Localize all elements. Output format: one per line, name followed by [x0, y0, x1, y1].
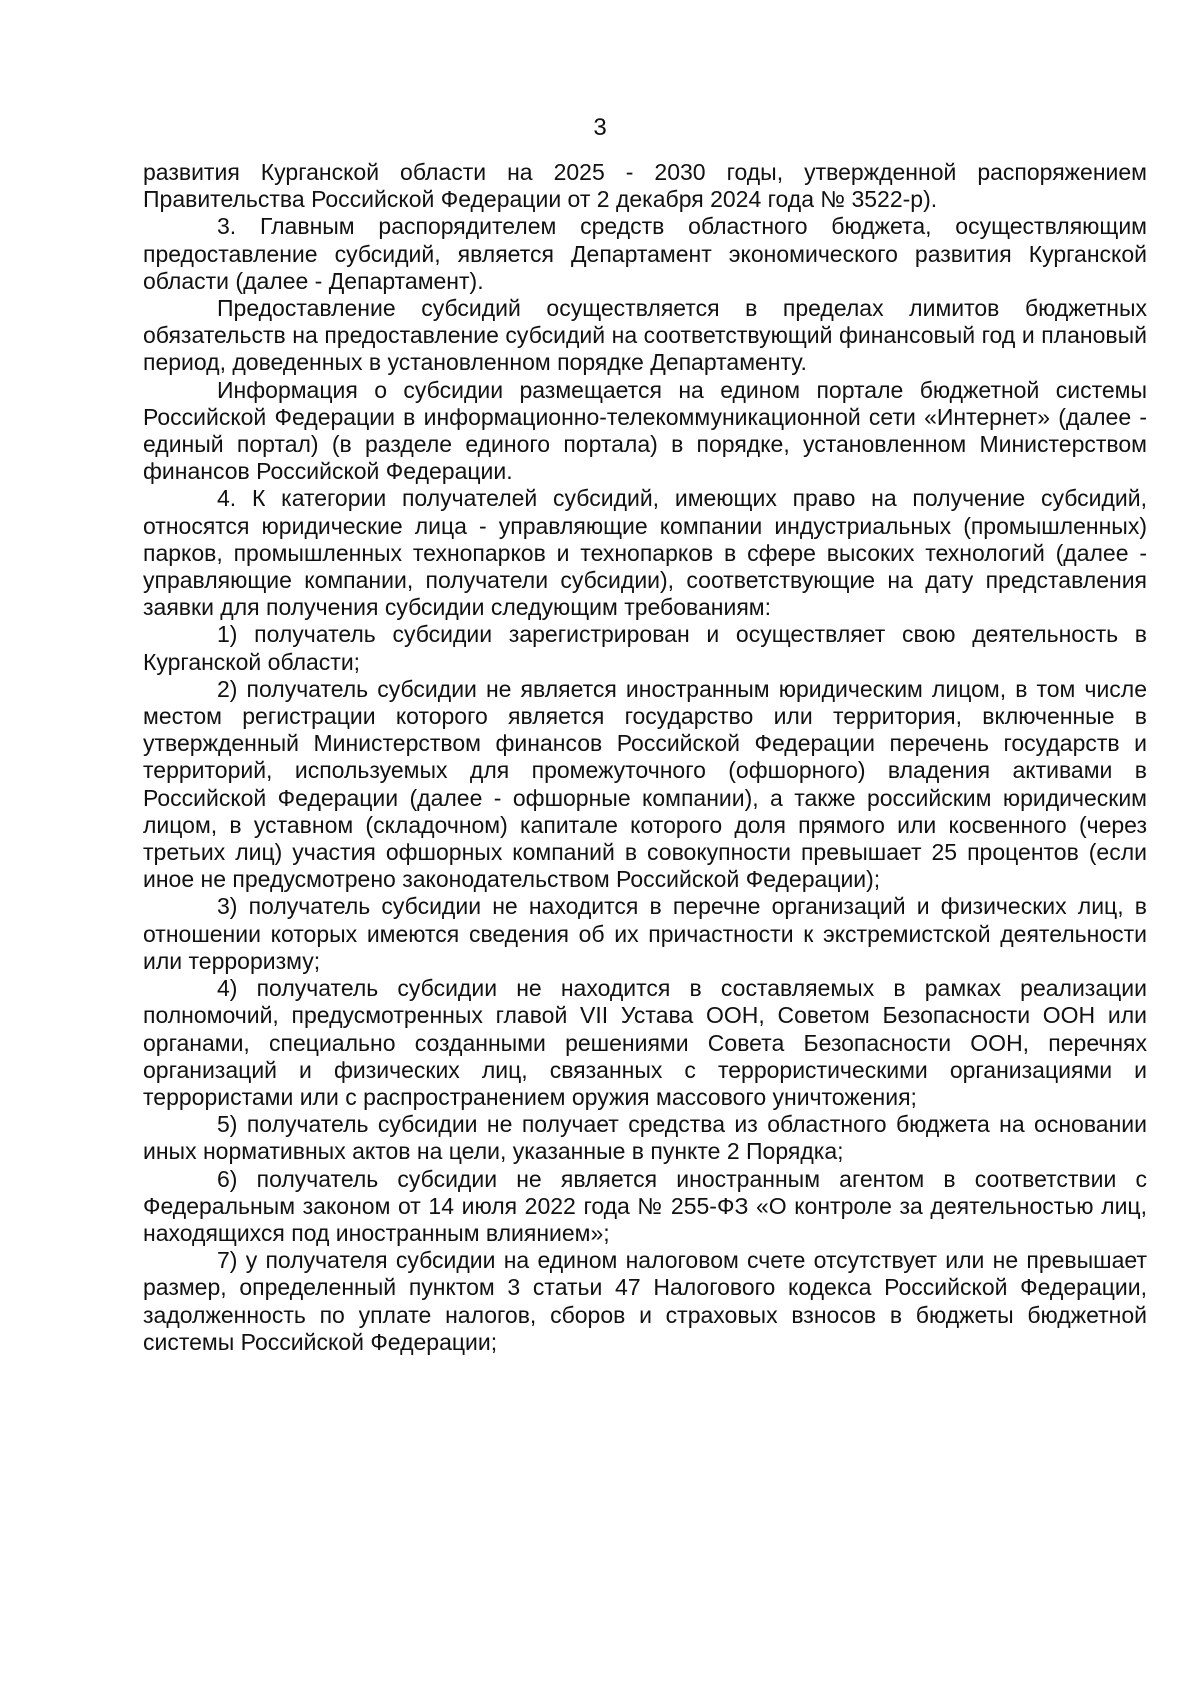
requirement-6: 6) получатель субсидии не является иностранным агентом в соответствии с Федеральным законом от 14 июля 2022 года № 255-ФЗ «О контроле за деятельностью лиц, находящихся под иностранным влиянием»;: [143, 1165, 1147, 1246]
requirement-2: 2) получатель субсидии не является иностранным юридическим лицом, в том числе местом регистрации которого является государство или территория, включенные в утвержденный Министерством финансов Российской Федерации перечень государств и территорий, используемых для промежуточного (офшорного) владения активами в Российской Федерации (далее - офшорные компании), а также российским юридическим лицом, в уставном (складочном) капитале которого доля прямого или косвенного (через третьих лиц) участия офшорных компаний в совокупности превышает 25 процентов (если иное не предусмотрено законодательством Российской Федерации);: [143, 675, 1147, 893]
document-body: [143, 159, 1147, 1356]
paragraph-item-3: 3. Главным распорядителем средств областного бюджета, осуществляющим предоставление субсидий, является Департамент экономического развития Курганской области (далее - Департамент).: [143, 213, 1147, 294]
requirement-3: 3) получатель субсидии не находится в перечне организаций и физических лиц, в отношении которых имеются сведения об их причастности к экстремистской деятельности или терроризму;: [143, 893, 1147, 974]
paragraph-portal-info: Информация о субсидии размещается на едином портале бюджетной системы Российской Федерации в информационно-телекоммуникационной сети «Интернет» (далее - единый портал) (в разделе единого портала) в порядке, установленном Министерством финансов Российской Федерации.: [143, 376, 1147, 485]
paragraph-item-4: 4. К категории получателей субсидий, имеющих право на получение субсидий, относятся юридические лица - управляющие компании индустриальных (промышленных) парков, промышленных технопарков и технопарков в сфере высоких технологий (далее - управляющие компании, получатели субсидии), соответствующие на дату представления заявки для получения субсидии следующим требованиям:: [143, 485, 1147, 621]
requirement-4: 4) получатель субсидии не находится в составляемых в рамках реализации полномочий, предусмотренных главой VII Устава ООН, Советом Безопасности ООН или органами, специально созданными решениями Совета Безопасности ООН, перечнях организаций и физических лиц, связанных с террористическими организациями и террористами или с распространением оружия массового уничтожения;: [143, 975, 1147, 1110]
requirement-7: 7) у получателя субсидии на едином налоговом счете отсутствует или не превышает размер, определенный пунктом 3 статьи 47 Налогового кодекса Российской Федерации, задолженность по уплате налогов, сборов и страховых взносов в бюджеты бюджетной системы Российской Федерации;: [143, 1247, 1147, 1355]
requirement-5: 5) получатель субсидии не получает средства из областного бюджета на основании иных нормативных актов на цели, указанные в пункте 2 Порядка;: [143, 1111, 1147, 1165]
page-number: 3: [593, 114, 607, 141]
paragraph-budget-limits: Предоставление субсидий осуществляется в пределах лимитов бюджетных обязательств на предоставление субсидий на соответствующий финансовый год и плановый период, доведенных в установленном порядке Департаменту.: [143, 295, 1147, 376]
paragraph-continuation: развития Курганской области на 2025 - 2030 годы, утвержденной распоряжением Правительства Российской Федерации от 2 декабря 2024 года № 3522-р).: [143, 159, 1147, 213]
requirement-1: 1) получатель субсидии зарегистрирован и осуществляет свою деятельность в Курганской области;: [143, 621, 1147, 675]
